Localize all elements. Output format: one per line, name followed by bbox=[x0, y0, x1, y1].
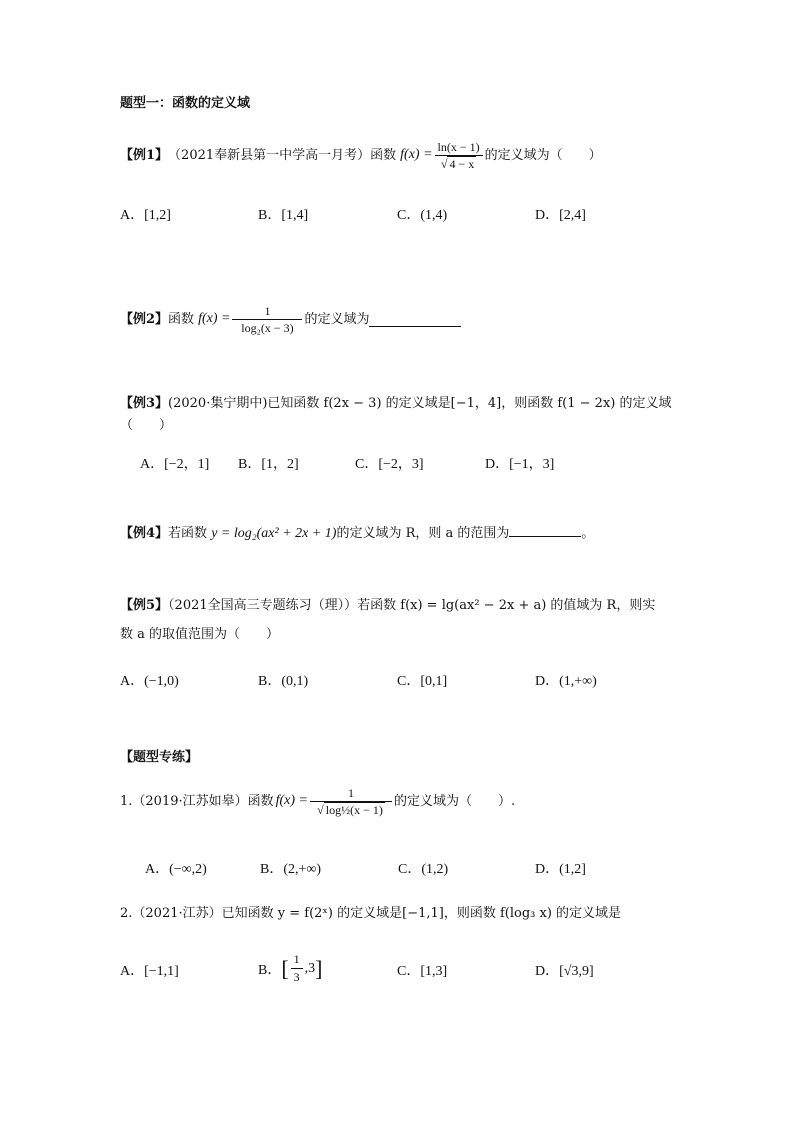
practice-2-option-a: A．[−1,1] bbox=[120, 964, 179, 979]
example-2 bbox=[120, 304, 461, 336]
example-1-fraction bbox=[435, 140, 483, 172]
example-4-answer-blank[interactable] bbox=[509, 524, 581, 537]
example-1-func: f(x) = bbox=[400, 147, 433, 163]
example-1-post: 的定义域为（ ） bbox=[484, 148, 602, 164]
example-1-option-d: D．[2,4] bbox=[535, 208, 586, 223]
example-3-option-b: B．[1，2] bbox=[238, 457, 299, 472]
practice-1-option-c: C．(1,2) bbox=[398, 862, 449, 877]
example-1-option-a: A．[1,2] bbox=[120, 208, 171, 223]
practice-2-fraction: $\frac{1}{3}$ bbox=[291, 952, 303, 985]
practice-2-option-d: D．[√3,9] bbox=[535, 964, 594, 979]
practice-1-post: 的定义域为（ ）. bbox=[394, 794, 516, 810]
practice-1-denominator: √ log½(x − 1) bbox=[317, 803, 383, 818]
example-1-pre: 函数 bbox=[370, 148, 397, 164]
example-5-text-1: （2021全国高三专题练习（理））若函数 f(x) = lg(ax² − 2x + a) 的值域为 R，则实 bbox=[168, 598, 656, 613]
practice-2-option-b-rest: ,3 bbox=[304, 960, 316, 976]
example-5-option-a: A．(−1,0) bbox=[120, 674, 179, 689]
example-1-label: 【例1】 bbox=[120, 148, 169, 164]
example-5-option-c: C．[0,1] bbox=[397, 674, 448, 689]
example-4-mid: 的定义域为 R，则 a 的范围为 bbox=[336, 526, 510, 541]
practice-1-numerator: 1 bbox=[348, 786, 354, 800]
practice-title: 【题型专练】 bbox=[120, 750, 199, 765]
example-4-label: 【例4】 bbox=[120, 526, 169, 541]
example-3-label: 【例3】 bbox=[120, 396, 169, 411]
example-1-option-c: C．(1,4) bbox=[397, 208, 448, 223]
example-3 bbox=[120, 396, 672, 412]
example-4-post: 。 bbox=[581, 526, 595, 541]
practice-2-option-b bbox=[258, 952, 323, 985]
practice-2-right-bracket: ] bbox=[315, 955, 323, 981]
practice-2-text: 2.（2021·江苏）已知函数 y = f(2ˣ) 的定义域是[−1,1]，则函数 f(log₃ x) 的定义域是 bbox=[120, 906, 622, 921]
practice-1 bbox=[120, 786, 515, 818]
example-5-label: 【例5】 bbox=[120, 598, 169, 613]
practice-2-option-c: C．[1,3] bbox=[397, 964, 448, 979]
example-4 bbox=[120, 524, 594, 543]
example-2-answer-blank[interactable] bbox=[369, 312, 461, 327]
example-1-denominator: √ 4 − x bbox=[440, 157, 475, 172]
practice-1-pre: 1.（2019·江苏如皋）函数 bbox=[120, 794, 274, 810]
example-4-pre: 若函数 bbox=[168, 526, 208, 541]
example-1-source: （2021奉新县第一中学高一月考） bbox=[168, 148, 371, 164]
example-2-fraction bbox=[232, 304, 302, 336]
example-2-post: 的定义域为 bbox=[304, 312, 370, 328]
example-3-option-a: A．[−2，1] bbox=[140, 457, 210, 472]
example-3-option-c: C．[−2，3] bbox=[355, 457, 424, 472]
practice-1-option-a: A．(−∞,2) bbox=[145, 862, 207, 877]
example-2-pre: 函数 bbox=[168, 312, 195, 328]
example-3-option-d: D．[−1，3] bbox=[485, 457, 555, 472]
example-3-text-2: （ ） bbox=[120, 418, 173, 433]
practice-1-option-b: B．(2,+∞) bbox=[260, 862, 322, 877]
example-2-numerator: 1 bbox=[264, 304, 271, 318]
example-5-option-b: B．(0,1) bbox=[258, 674, 309, 689]
example-5-option-d: D．(1,+∞) bbox=[535, 674, 597, 689]
example-2-denominator: log₂(x − 3) bbox=[241, 321, 294, 336]
example-2-func: f(x) = bbox=[198, 311, 231, 327]
example-2-label: 【例2】 bbox=[120, 312, 169, 328]
example-1 bbox=[120, 140, 602, 172]
example-1-numerator: ln(x − 1) bbox=[437, 140, 480, 154]
practice-1-func: f(x) = bbox=[275, 793, 308, 809]
example-4-expression: y = log₂(ax² + 2x + 1) bbox=[211, 526, 337, 541]
section-title: 题型一：函数的定义域 bbox=[120, 96, 251, 111]
example-5-text-2: 数 a 的取值范围为（ ） bbox=[120, 627, 280, 642]
practice-2-option-b-prefix: B． bbox=[258, 962, 282, 978]
example-5 bbox=[120, 598, 655, 614]
example-3-text-1: (2020·集宁期中)已知函数 f(2x − 3) 的定义域是[−1，4]，则函数 f(1 − 2x) 的定义域 bbox=[168, 396, 672, 411]
example-1-option-b: B．[1,4] bbox=[258, 208, 309, 223]
practice-2-left-bracket: [ bbox=[281, 955, 289, 981]
practice-1-fraction bbox=[310, 786, 392, 818]
practice-1-option-d: D．(1,2] bbox=[535, 862, 586, 877]
